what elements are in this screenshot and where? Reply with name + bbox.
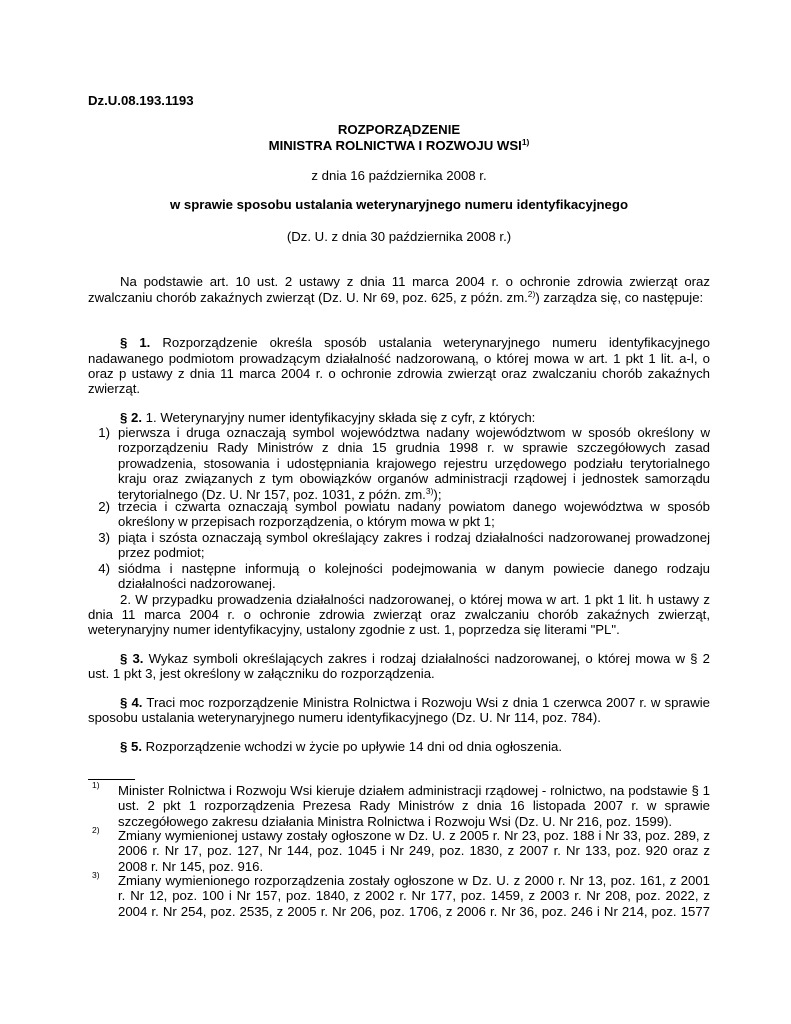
section-1-text: Rozporządzenie określa sposób ustalania weterynaryjnego numeru identyfikacyjnego bbox=[150, 335, 710, 350]
footnote-ref-1: 1) bbox=[521, 137, 530, 147]
footnote-mark: 1) bbox=[92, 780, 100, 790]
section-3-line-1 bbox=[120, 651, 710, 667]
footnote-line: Minister Rolnictwa i Rozwoju Wsi kieruje działem administracji rządowej - rolnictwo, na podstawie § 1 bbox=[118, 783, 710, 798]
list-item-text: terytorialnego (Dz. U. Nr 157, poz. 1031, z późn. zm. bbox=[118, 487, 426, 502]
preamble-text-b: ) zarządza się, co następuje: bbox=[535, 290, 704, 305]
footnote-line: szczegółowego zakresu działania Ministra Rolnictwa i Rozwoju Wsi (Dz. U. Nr 216, poz. 1599). bbox=[118, 814, 673, 829]
preamble-text-a: zwalczaniu chorób zakaźnych zwierząt (Dz. U. Nr 69, poz. 625, z późn. zm. bbox=[88, 290, 528, 305]
document-subject: w sprawie sposobu ustalania weterynaryjnego numeru identyfikacyjnego bbox=[169, 197, 629, 212]
list-item-number: 1) bbox=[98, 425, 110, 440]
list-item-line: rozporządzeniu Rady Ministrów z dnia 15 grudnia 1998 r. w sprawie szczegółowych zasad bbox=[118, 440, 710, 455]
section-3-line-2: ust. 1 pkt 3, jest określony w załączniku do rozporządzenia. bbox=[88, 666, 435, 681]
section-1-line-3: oraz p ustawy z dnia 11 marca 2004 r. o ochronie zdrowia zwierząt oraz zwalczaniu chorób zakaźnych bbox=[88, 366, 710, 381]
list-item-line-last: działalności nadzorowanej. bbox=[118, 576, 276, 591]
section-2-para-2-line-2: dnia 11 marca 2004 r. o ochronie zdrowia zwierząt oraz zwalczaniu chorób zakaźnych zwierząt, bbox=[88, 607, 710, 622]
preamble-line-1: Na podstawie art. 10 ust. 2 ustawy z dnia 11 marca 2004 r. o ochronie zdrowia zwierząt oraz bbox=[120, 274, 710, 289]
list-item-line: kraju oraz związanych z tym obowiązków organów administracji rządowej i jednostek samorządu bbox=[118, 471, 710, 486]
list-item-number: 4) bbox=[98, 561, 110, 576]
section-2-intro-text: 1. Weterynaryjny numer identyfikacyjny składa się z cyfr, z których: bbox=[142, 410, 536, 425]
footnote-ref-2: 2) bbox=[527, 289, 536, 299]
list-item-line: piąta i szósta oznaczają symbol określający zakres i rodzaj działalności nadzorowanej prowadzonej bbox=[118, 530, 710, 545]
section-1-label: § 1. bbox=[120, 335, 151, 350]
list-item-line-last: przez podmiot; bbox=[118, 545, 205, 560]
section-1-line-1 bbox=[120, 335, 710, 351]
section-1-line-2: nadawanego podmiotom prowadzącym działalność nadzorowaną, o której mowa w art. 1 pkt 1 lit. a-l, o bbox=[88, 351, 710, 366]
list-item-line: trzecia i czwarta oznaczają symbol powiatu nadany powiatom danego województwa w sposób bbox=[118, 499, 710, 514]
section-2-para-2-line-1: 2. W przypadku prowadzenia działalności nadzorowanej, o której mowa w art. 1 pkt 1 lit. h ustawy z bbox=[120, 592, 710, 607]
footnote-line: 2008 r. Nr 145, poz. 916. bbox=[118, 859, 264, 874]
list-item-line-last: określony w przepisach rozporządzenia, o którym mowa w pkt 1; bbox=[118, 514, 495, 529]
section-4-line-2: sposobu ustalania weterynaryjnego numeru identyfikacyjnego (Dz. U. Nr 114, poz. 784). bbox=[88, 710, 601, 725]
title-line-2 bbox=[88, 138, 710, 154]
section-5-label: § 5. bbox=[120, 739, 142, 754]
section-4-label: § 4. bbox=[120, 695, 143, 710]
title-line-2-text: MINISTRA ROLNICTWA I ROZWOJU WSI bbox=[268, 138, 522, 153]
preamble-line-2 bbox=[88, 290, 710, 306]
list-item-line: pierwsza i druga oznaczają symbol województwa nadany województwom w sposób określony w bbox=[118, 425, 710, 440]
list-item-number: 3) bbox=[98, 530, 110, 545]
footnote-ref-3: 3) bbox=[425, 486, 434, 496]
section-2-intro bbox=[120, 410, 710, 426]
footnote-line: Zmiany wymienionego rozporządzenia zostały ogłoszone w Dz. U. z 2000 r. Nr 13, poz. 161, z 2001 bbox=[118, 873, 710, 888]
footnote-line: r. Nr 12, poz. 100 i Nr 157, poz. 1840, z 2002 r. Nr 177, poz. 1459, z 2003 r. Nr 208, poz. 2022, z bbox=[118, 888, 710, 903]
section-5-text: Rozporządzenie wchodzi w życie po upływie 14 dni od dnia ogłoszenia. bbox=[142, 739, 563, 754]
document-date: z dnia 16 października 2008 r. bbox=[311, 168, 487, 183]
footnote-mark: 2) bbox=[92, 825, 100, 835]
footnote-mark: 3) bbox=[92, 870, 100, 880]
section-2-label: § 2. bbox=[120, 410, 142, 425]
section-4-line-1 bbox=[120, 695, 710, 711]
section-3-label: § 3. bbox=[120, 651, 144, 666]
document-reference: Dz.U.08.193.1193 bbox=[88, 93, 194, 108]
footnote-line: 2004 r. Nr 254, poz. 2535, z 2005 r. Nr 206, poz. 1706, z 2006 r. Nr 36, poz. 246 i Nr 214, poz. 1577 bbox=[118, 904, 710, 919]
list-item-line: prowadzenia, stosowania i udostępniania krajowego rejestru urzędowego podziału terytorialnego bbox=[118, 456, 710, 471]
section-2-para-2-line-3: weterynaryjny numer identyfikacyjny, ustalony zgodnie z ust. 1, poprzedza się literami "PL". bbox=[88, 622, 620, 637]
footnote-line: Zmiany wymienionej ustawy zostały ogłoszone w Dz. U. z 2005 r. Nr 23, poz. 188 i Nr 33, poz. 289, z bbox=[118, 828, 710, 843]
section-3-text: Wykaz symboli określających zakres i rodzaj działalności nadzorowanej, o której mowa w § 2 bbox=[143, 651, 710, 666]
list-item-line: siódma i następne informują o kolejności podejmowania w danym powiecie danego rodzaju bbox=[118, 561, 710, 576]
section-5 bbox=[120, 739, 710, 755]
list-item-number: 2) bbox=[98, 499, 110, 514]
footnote-line: ust. 2 pkt 1 rozporządzenia Prezesa Rady Ministrów z dnia 16 listopada 2007 r. w sprawie bbox=[118, 798, 710, 813]
list-item-text-end: ); bbox=[433, 487, 442, 502]
footnote-line: 2006 r. Nr 17, poz. 127, Nr 144, poz. 1045 i Nr 249, poz. 1830, z 2007 r. Nr 133, poz. 920 oraz z bbox=[118, 843, 710, 858]
section-1-line-4: zwierząt. bbox=[88, 381, 141, 396]
section-4-text: Traci moc rozporządzenie Ministra Rolnictwa i Rozwoju Wsi z dnia 1 czerwca 2007 r. w sprawie bbox=[142, 695, 710, 710]
title-line-1: ROZPORZĄDZENIE bbox=[337, 122, 461, 137]
publication-note: (Dz. U. z dnia 30 października 2008 r.) bbox=[286, 229, 512, 244]
